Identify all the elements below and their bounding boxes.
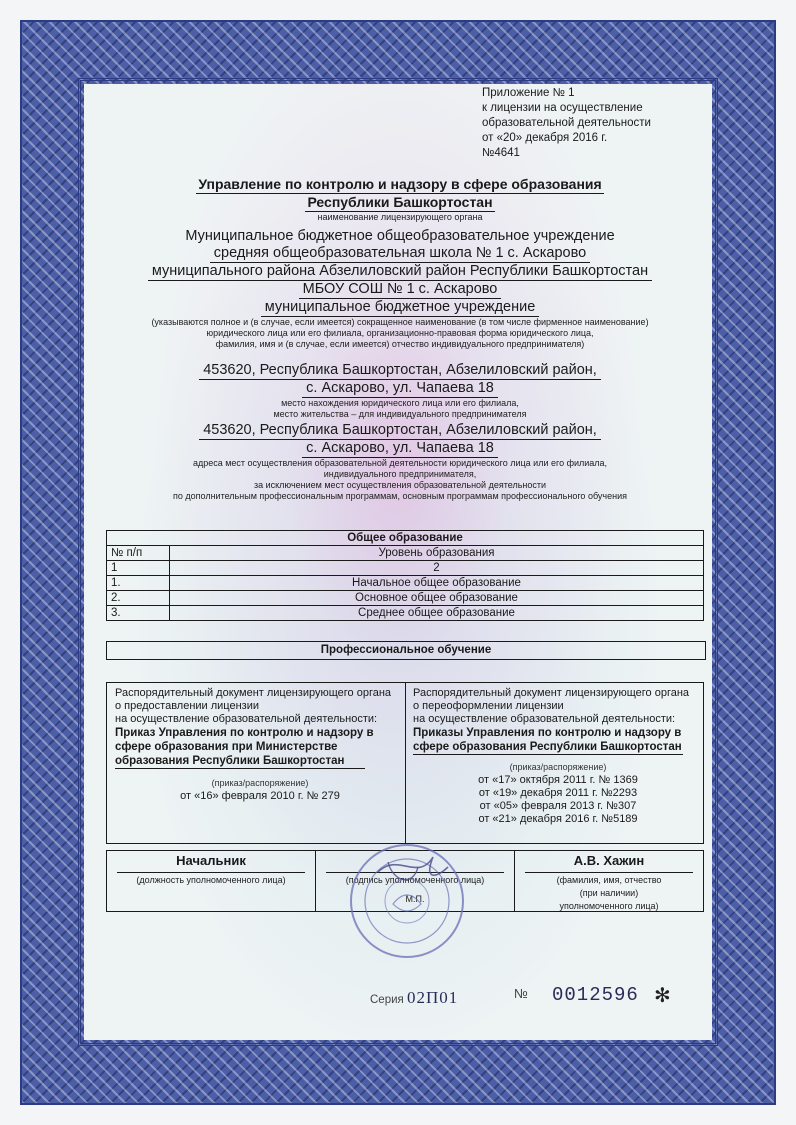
- address-caption: индивидуального предпринимателя,: [323, 469, 477, 479]
- series-code: 02П01: [406, 988, 459, 1007]
- legal-address-block: [100, 362, 700, 420]
- orders-block: [106, 682, 704, 844]
- activity-address-block: [100, 422, 700, 502]
- org-caption: фамилия, имя и (в случае, если имеется) отчество индивидуального предпринимателя): [215, 339, 585, 349]
- order-date: от «17» октября 2011 г. № 1369: [478, 774, 638, 786]
- column-index: 2: [170, 561, 704, 576]
- table-row: [107, 606, 704, 621]
- address-line: 453620, Республика Башкортостан, Абзелиловский район,: [199, 422, 601, 440]
- row-num: 1.: [107, 576, 170, 591]
- org-name-line: Муниципальное бюджетное общеобразовательное учреждение: [185, 228, 615, 244]
- order-title: сфере образования при Министерстве: [115, 741, 338, 753]
- order-caption: (приказ/распоряжение): [211, 778, 309, 788]
- appendix-block: [482, 86, 651, 161]
- address-caption: место жительства – для индивидуального предпринимателя: [273, 409, 527, 419]
- org-name-line: муниципального района Абзелиловский район Республики Башкортостан: [148, 263, 652, 281]
- orders-divider: [405, 683, 406, 843]
- appendix-line: №4641: [482, 147, 520, 159]
- appendix-line: к лицензии на осуществление: [482, 102, 643, 114]
- order-date: от «21» декабря 2016 г. №5189: [478, 813, 638, 825]
- order-text: на осуществление образовательной деятельности:: [413, 713, 676, 725]
- order-caption: (приказ/распоряжение): [509, 762, 607, 772]
- series-label: Серия: [370, 994, 404, 1006]
- order-title: сфере образования Республики Башкортостан: [413, 741, 682, 753]
- org-legal-form: муниципальное бюджетное учреждение: [261, 299, 540, 317]
- professional-training-header: Профессиональное обучение: [106, 641, 706, 660]
- form-number: 0012596: [552, 984, 639, 1006]
- order-text: Распорядительный документ лицензирующего органа: [413, 687, 690, 699]
- order-title: Приказы Управления по контролю и надзору в: [413, 727, 682, 739]
- official-seal-icon: [348, 842, 466, 960]
- address-caption: по дополнительным профессиональным программам, основным программам профессионального обучения: [173, 491, 627, 501]
- org-caption: юридического лица или его филиала, организационно-правовая форма юридического лица,: [206, 328, 594, 338]
- order-date: от «16» февраля 2010 г. № 279: [180, 790, 340, 802]
- number-label: №: [514, 986, 528, 1001]
- appendix-line: от «20» декабря 2016 г.: [482, 132, 608, 144]
- name-caption: уполномоченного лица): [559, 901, 659, 911]
- order-date: от «19» декабря 2011 г. №2293: [478, 787, 638, 799]
- row-num: 2.: [107, 591, 170, 606]
- order-text: на осуществление образовательной деятельности:: [115, 713, 378, 725]
- appendix-line: Приложение № 1: [482, 87, 575, 99]
- column-header-num: № п/п: [107, 546, 170, 561]
- order-text: Распорядительный документ лицензирующего органа: [115, 687, 392, 699]
- order-date: от «05» февраля 2013 г. №307: [479, 800, 637, 812]
- stamp-place: М.П.: [405, 894, 425, 904]
- organization-block: [100, 228, 700, 350]
- order-title: образования Республики Башкортостан: [115, 754, 365, 769]
- name-caption: (при наличии): [579, 888, 639, 898]
- row-num: 3.: [107, 606, 170, 621]
- row-level: Основное общее образование: [170, 591, 704, 606]
- signer-position: Начальник: [176, 853, 246, 868]
- org-short-name: МБОУ СОШ № 1 с. Аскарово: [299, 281, 502, 299]
- order-reissue-column: [413, 687, 703, 826]
- order-title: Приказ Управления по контролю и надзору в: [115, 727, 374, 739]
- row-level: Начальное общее образование: [170, 576, 704, 591]
- authority-block: [100, 176, 700, 223]
- name-cell: [515, 851, 703, 911]
- table-row: [107, 576, 704, 591]
- authority-name: Республики Башкортостан: [307, 194, 493, 210]
- general-education-table: [106, 530, 704, 621]
- order-text: о переоформлении лицензии: [413, 700, 564, 712]
- position-caption: (должность уполномоченного лица): [136, 875, 286, 885]
- address-line: 453620, Республика Башкортостан, Абзелиловский район,: [199, 362, 601, 380]
- address-caption: за исключением мест осуществления образовательной деятельности: [253, 480, 547, 490]
- row-level: Среднее общее образование: [170, 606, 704, 621]
- asterisk-icon: ✻: [654, 985, 671, 1007]
- column-header-level: Уровень образования: [170, 546, 704, 561]
- org-caption: (указываются полное и (в случае, если имеется) сокращенное наименование (в том числе фирменное наименование): [151, 317, 649, 327]
- name-caption: (фамилия, имя, отчество: [556, 875, 662, 885]
- series-block: [370, 988, 458, 1008]
- table-row: [107, 591, 704, 606]
- column-index: 1: [107, 561, 170, 576]
- address-caption: место нахождения юридического лица или его филиала,: [281, 398, 519, 408]
- signer-name: А.В. Хажин: [573, 853, 645, 868]
- position-cell: [107, 851, 315, 911]
- org-name-line: средняя общеобразовательная школа № 1 с. Аскарово: [210, 245, 590, 263]
- table-title: Общее образование: [107, 531, 704, 546]
- authority-name: Управление по контролю и надзору в сфере образования: [198, 176, 602, 192]
- sign-caption: (подпись уполномоченного лица): [345, 875, 485, 885]
- authority-caption: наименование лицензирующего органа: [317, 212, 483, 222]
- appendix-line: образовательной деятельности: [482, 117, 651, 129]
- address-line: с. Аскарово, ул. Чапаева 18: [302, 440, 498, 458]
- address-caption: адреса мест осуществления образовательной деятельности юридического лица или его филиала,: [192, 458, 608, 468]
- order-text: о предоставлении лицензии: [115, 700, 260, 712]
- address-line: с. Аскарово, ул. Чапаева 18: [302, 380, 498, 398]
- order-issue-column: [115, 687, 405, 803]
